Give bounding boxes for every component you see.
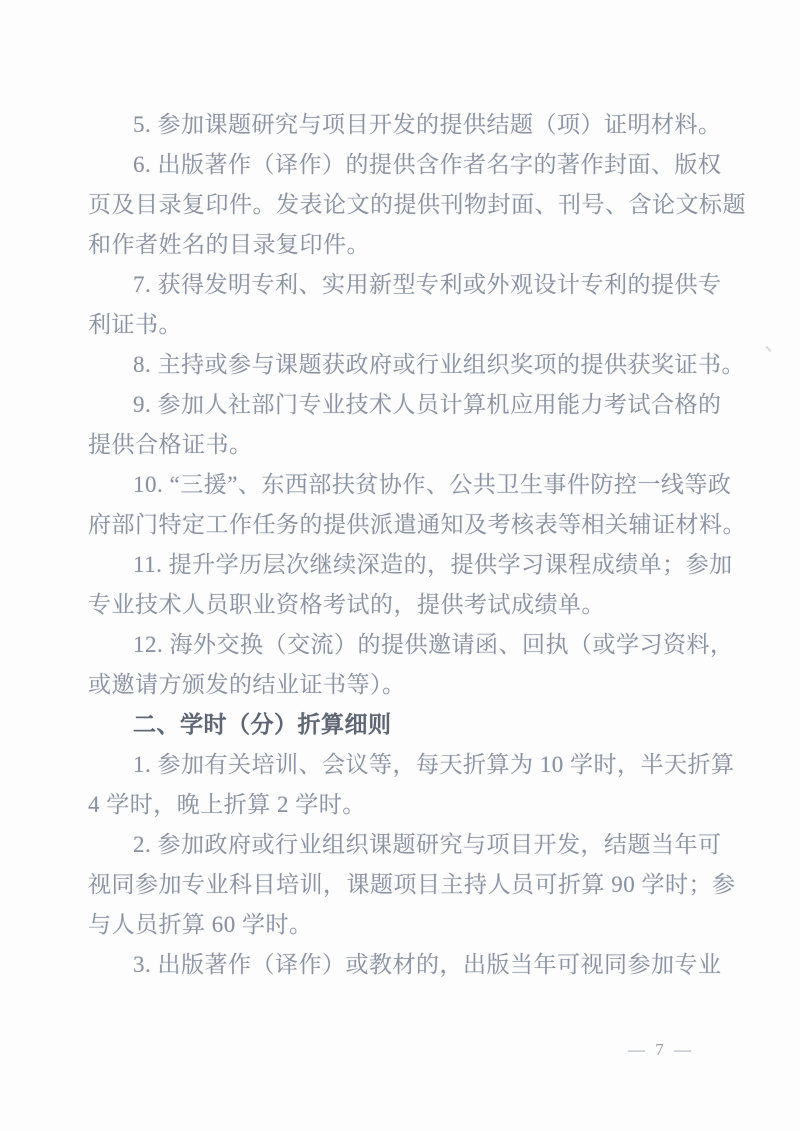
rule-item-1-line-1: 1. 参加有关培训、会议等，每天折算为 10 学时，半天折算 — [133, 752, 735, 777]
list-item-6-line-2: 页及目录复印件。发表论文的提供刊物封面、刊号、含论文标题 — [88, 192, 746, 217]
list-item-12-line-2: 或邀请方颁发的结业证书等）。 — [88, 672, 406, 697]
rule-item-2-line-3: 与人员折算 60 学时。 — [88, 912, 313, 937]
list-item-12-line-1: 12. 海外交换（交流）的提供邀请函、回执（或学习资料， — [133, 632, 734, 657]
list-item-7-line-1: 7. 获得发明专利、实用新型专利或外观设计专利的提供专 — [133, 272, 722, 297]
scan-artifact-mark — [765, 346, 771, 353]
list-item-7-line-2: 利证书。 — [88, 312, 182, 337]
list-item-11-line-1: 11. 提升学历层次继续深造的，提供学习课程成绩单；参加 — [133, 552, 733, 577]
list-item-11-line-2: 专业技术人员职业资格考试的，提供考试成绩单。 — [88, 592, 605, 617]
list-item-8-line-1: 8. 主持或参与课题获政府或行业组织奖项的提供获奖证书。 — [133, 352, 745, 377]
page-number: — 7 — — [628, 1040, 694, 1059]
rule-item-2-line-1: 2. 参加政府或行业组织课题研究与项目开发，结题当年可 — [133, 832, 722, 857]
list-item-5-line-1: 5. 参加课题研究与项目开发的提供结题（项）证明材料。 — [133, 112, 722, 137]
section-heading: 二、学时（分）折算细则 — [133, 712, 392, 737]
rule-item-2-line-2: 视同参加专业科目培训，课题项目主持人员可折算 90 学时；参 — [88, 872, 736, 897]
list-item-6-line-3: 和作者姓名的目录复印件。 — [88, 232, 370, 257]
list-item-9-line-1: 9. 参加人社部门专业技术人员计算机应用能力考试合格的 — [133, 392, 722, 417]
rule-item-1-line-2: 4 学时，晚上折算 2 学时。 — [88, 792, 366, 817]
list-item-10-line-2: 府部门特定工作任务的提供派遣通知及考核表等相关辅证材料。 — [88, 512, 746, 537]
list-item-6-line-1: 6. 出版著作（译作）的提供含作者名字的著作封面、版权 — [133, 152, 722, 177]
document-body — [88, 105, 746, 985]
rule-item-3-line-1: 3. 出版著作（译作）或教材的，出版当年可视同参加专业 — [133, 952, 722, 977]
list-item-10-line-1: 10. “三援”、东西部扶贫协作、公共卫生事件防控一线等政 — [133, 472, 732, 497]
list-item-9-line-2: 提供合格证书。 — [88, 432, 253, 457]
